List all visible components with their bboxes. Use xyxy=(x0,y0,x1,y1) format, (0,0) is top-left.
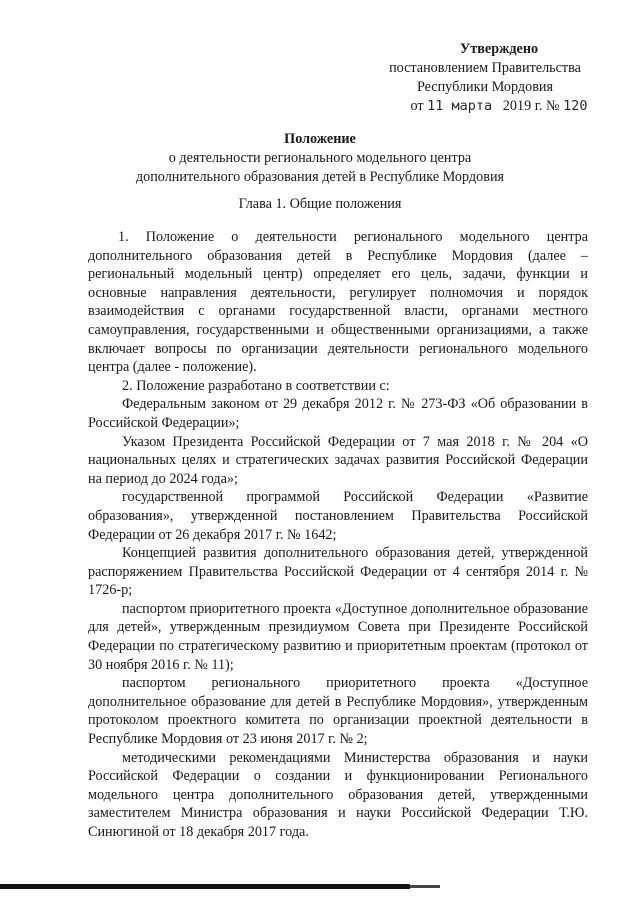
paragraph-1: 1. Положение о деятельности регионального модельного центра дополнительного образования детей в Республике Мордовия (далее – региональный модельный центр) определяет его цель, задачи, функции и основные направления деятельности, регулирует полномочия и порядок взаимодействия с органами государственной власти, органами местного самоуправления, государственными и общественными организациями, а также включает вопросы по организации деятельности регионального модельного центра (далее - положение). xyxy=(88,229,588,376)
paragraph-4: Указом Президента Российской Федерации от 7 мая 2018 г. № 204 «О национальных целях и стратегических задачах развития Российской Федерации на период до 2024 года»; xyxy=(88,433,588,487)
approval-number: 120 xyxy=(563,98,588,114)
approval-date-prefix: от xyxy=(410,98,424,114)
approval-line-1: постановлением Правительства xyxy=(389,60,581,76)
document-title: Положение xyxy=(284,131,356,147)
chapter-heading: Глава 1. Общие положения xyxy=(238,196,402,212)
approval-date-value: 11 марта xyxy=(427,98,493,114)
approval-block xyxy=(370,40,600,116)
approval-date-line xyxy=(370,97,600,116)
document-subtitle-line-1: о деятельности регионального модельного центра xyxy=(168,150,472,166)
paragraph-8: паспортом регионального приоритетного проекта «Доступное дополнительное образование для детей в Республике Мордовия», утвержденным протоколом проектного комитета по организации проектной деятельности в Республике Мордовия от 23 июня 2017 г. № 2; xyxy=(88,675,588,748)
approval-line-2: Республики Мордовия xyxy=(416,79,554,95)
approval-title: Утверждено xyxy=(459,41,539,57)
paragraph-7: паспортом приоритетного проекта «Доступное дополнительное образование для детей», утвержденным президиумом Совета при Президенте Российской Федерации по стратегическому развитию и приоритетным проектам (протокол от 30 ноября 2016 г. № 11); xyxy=(88,600,588,673)
document-body xyxy=(88,228,588,842)
approval-year: 2019 г. № xyxy=(502,98,560,114)
scan-edge-bar xyxy=(0,884,410,889)
paragraph-3: Федеральным законом от 29 декабря 2012 г. № 273-ФЗ «Об образовании в Российской Федерации»; xyxy=(88,396,588,431)
paragraph-6: Концепцией развития дополнительного образования детей, утвержденной распоряжением Правительства Российской Федерации от 4 сентября 2014 г. № 1726-р; xyxy=(88,545,588,599)
paragraph-9: методическими рекомендациями Министерства образования и науки Российской Федерации о создании и функционировании Регионального модельного центра дополнительного образования детей, утвержденными заместителем Министра образования и науки Российской Федерации Т.Ю. Синюгиной от 18 декабря 2017 года. xyxy=(88,749,588,840)
paragraph-2: 2. Положение разработано в соответствии с: xyxy=(122,377,390,394)
document-subtitle-line-2: дополнительного образования детей в Республике Мордовия xyxy=(135,169,505,185)
document-subtitle xyxy=(60,149,580,187)
paragraph-5: государственной программой Российской Федерации «Развитие образования», утвержденной постановлением Правительства Российской Федерации от 26 декабря 2017 г. № 1642; xyxy=(88,489,588,543)
